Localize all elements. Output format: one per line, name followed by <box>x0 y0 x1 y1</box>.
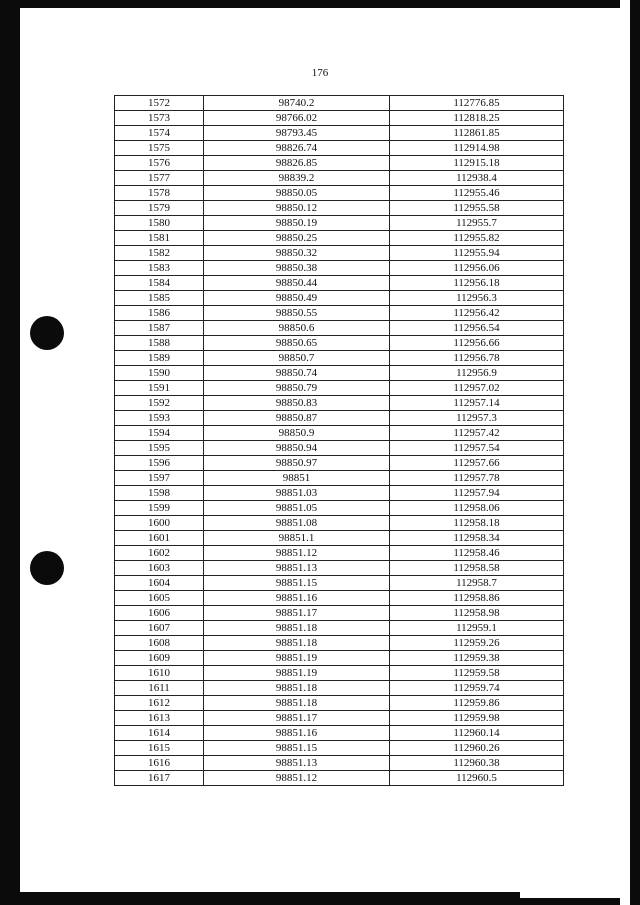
value-a-cell: 98850.94 <box>204 441 390 456</box>
row-id-cell: 1596 <box>115 456 204 471</box>
table-body <box>115 96 564 786</box>
value-a-cell: 98851.18 <box>204 636 390 651</box>
value-a-cell: 98851.18 <box>204 621 390 636</box>
value-b-cell: 112959.86 <box>390 696 564 711</box>
value-b-cell: 112914.98 <box>390 141 564 156</box>
table-row <box>115 96 564 111</box>
row-id-cell: 1578 <box>115 186 204 201</box>
value-a-cell: 98850.9 <box>204 426 390 441</box>
value-a-cell: 98850.74 <box>204 366 390 381</box>
table-row <box>115 246 564 261</box>
row-id-cell: 1572 <box>115 96 204 111</box>
table-row <box>115 681 564 696</box>
value-b-cell: 112956.54 <box>390 321 564 336</box>
row-id-cell: 1598 <box>115 486 204 501</box>
value-b-cell: 112958.34 <box>390 531 564 546</box>
table-row <box>115 321 564 336</box>
row-id-cell: 1616 <box>115 756 204 771</box>
value-b-cell: 112818.25 <box>390 111 564 126</box>
row-id-cell: 1583 <box>115 261 204 276</box>
value-b-cell: 112955.94 <box>390 246 564 261</box>
value-b-cell: 112958.58 <box>390 561 564 576</box>
value-b-cell: 112957.94 <box>390 486 564 501</box>
value-a-cell: 98851.1 <box>204 531 390 546</box>
table-row <box>115 771 564 786</box>
value-a-cell: 98851.05 <box>204 501 390 516</box>
value-a-cell: 98851.12 <box>204 546 390 561</box>
row-id-cell: 1592 <box>115 396 204 411</box>
value-a-cell: 98850.79 <box>204 381 390 396</box>
row-id-cell: 1611 <box>115 681 204 696</box>
row-id-cell: 1613 <box>115 711 204 726</box>
row-id-cell: 1588 <box>115 336 204 351</box>
scan-border-bottom-gap <box>520 892 620 898</box>
value-a-cell: 98826.85 <box>204 156 390 171</box>
row-id-cell: 1579 <box>115 201 204 216</box>
value-a-cell: 98850.6 <box>204 321 390 336</box>
value-b-cell: 112957.02 <box>390 381 564 396</box>
table-row <box>115 591 564 606</box>
value-b-cell: 112956.78 <box>390 351 564 366</box>
row-id-cell: 1607 <box>115 621 204 636</box>
value-a-cell: 98850.38 <box>204 261 390 276</box>
table-row <box>115 651 564 666</box>
value-b-cell: 112956.42 <box>390 306 564 321</box>
value-b-cell: 112959.38 <box>390 651 564 666</box>
value-b-cell: 112957.14 <box>390 396 564 411</box>
page-number: 176 <box>311 67 329 79</box>
row-id-cell: 1604 <box>115 576 204 591</box>
table-row <box>115 621 564 636</box>
row-id-cell: 1582 <box>115 246 204 261</box>
row-id-cell: 1606 <box>115 606 204 621</box>
value-a-cell: 98851.17 <box>204 711 390 726</box>
punch-hole-icon <box>30 551 64 585</box>
table-row <box>115 111 564 126</box>
table-row <box>115 156 564 171</box>
table-row <box>115 396 564 411</box>
table-row <box>115 531 564 546</box>
value-b-cell: 112957.42 <box>390 426 564 441</box>
value-b-cell: 112956.06 <box>390 261 564 276</box>
value-a-cell: 98850.12 <box>204 201 390 216</box>
row-id-cell: 1576 <box>115 156 204 171</box>
scan-border-top <box>20 0 620 8</box>
table-row <box>115 471 564 486</box>
value-a-cell: 98851.03 <box>204 486 390 501</box>
table-row <box>115 171 564 186</box>
scan-border-right <box>630 0 640 905</box>
table-row <box>115 201 564 216</box>
value-b-cell: 112956.66 <box>390 336 564 351</box>
value-b-cell: 112958.7 <box>390 576 564 591</box>
value-a-cell: 98850.44 <box>204 276 390 291</box>
value-a-cell: 98851.18 <box>204 681 390 696</box>
row-id-cell: 1573 <box>115 111 204 126</box>
value-b-cell: 112957.78 <box>390 471 564 486</box>
value-b-cell: 112960.14 <box>390 726 564 741</box>
value-a-cell: 98851 <box>204 471 390 486</box>
table-row <box>115 561 564 576</box>
row-id-cell: 1599 <box>115 501 204 516</box>
table-row <box>115 366 564 381</box>
row-id-cell: 1603 <box>115 561 204 576</box>
value-a-cell: 98850.32 <box>204 246 390 261</box>
value-a-cell: 98850.7 <box>204 351 390 366</box>
table-row <box>115 216 564 231</box>
value-b-cell: 112956.3 <box>390 291 564 306</box>
row-id-cell: 1595 <box>115 441 204 456</box>
value-a-cell: 98826.74 <box>204 141 390 156</box>
table-row <box>115 426 564 441</box>
table-row <box>115 291 564 306</box>
value-b-cell: 112955.82 <box>390 231 564 246</box>
table-row <box>115 741 564 756</box>
value-b-cell: 112959.26 <box>390 636 564 651</box>
table-row <box>115 336 564 351</box>
row-id-cell: 1609 <box>115 651 204 666</box>
table-row <box>115 186 564 201</box>
value-a-cell: 98850.05 <box>204 186 390 201</box>
value-a-cell: 98766.02 <box>204 111 390 126</box>
value-b-cell: 112776.85 <box>390 96 564 111</box>
row-id-cell: 1605 <box>115 591 204 606</box>
row-id-cell: 1602 <box>115 546 204 561</box>
table-row <box>115 141 564 156</box>
value-a-cell: 98850.19 <box>204 216 390 231</box>
row-id-cell: 1585 <box>115 291 204 306</box>
value-a-cell: 98793.45 <box>204 126 390 141</box>
table-row <box>115 456 564 471</box>
row-id-cell: 1589 <box>115 351 204 366</box>
row-id-cell: 1612 <box>115 696 204 711</box>
table-row <box>115 636 564 651</box>
table-row <box>115 486 564 501</box>
value-b-cell: 112956.9 <box>390 366 564 381</box>
row-id-cell: 1577 <box>115 171 204 186</box>
table-row <box>115 756 564 771</box>
value-a-cell: 98850.25 <box>204 231 390 246</box>
value-a-cell: 98851.15 <box>204 741 390 756</box>
row-id-cell: 1617 <box>115 771 204 786</box>
row-id-cell: 1593 <box>115 411 204 426</box>
value-b-cell: 112955.58 <box>390 201 564 216</box>
table-row <box>115 711 564 726</box>
value-b-cell: 112955.46 <box>390 186 564 201</box>
row-id-cell: 1575 <box>115 141 204 156</box>
table-row <box>115 126 564 141</box>
value-a-cell: 98839.2 <box>204 171 390 186</box>
value-b-cell: 112956.18 <box>390 276 564 291</box>
row-id-cell: 1584 <box>115 276 204 291</box>
value-a-cell: 98850.87 <box>204 411 390 426</box>
value-a-cell: 98850.49 <box>204 291 390 306</box>
value-b-cell: 112938.4 <box>390 171 564 186</box>
row-id-cell: 1600 <box>115 516 204 531</box>
table-row <box>115 546 564 561</box>
row-id-cell: 1586 <box>115 306 204 321</box>
value-b-cell: 112960.5 <box>390 771 564 786</box>
table-row <box>115 501 564 516</box>
value-b-cell: 112960.38 <box>390 756 564 771</box>
value-a-cell: 98850.83 <box>204 396 390 411</box>
value-a-cell: 98851.19 <box>204 651 390 666</box>
value-b-cell: 112915.18 <box>390 156 564 171</box>
row-id-cell: 1574 <box>115 126 204 141</box>
table-row <box>115 441 564 456</box>
row-id-cell: 1591 <box>115 381 204 396</box>
value-b-cell: 112957.54 <box>390 441 564 456</box>
value-b-cell: 112960.26 <box>390 741 564 756</box>
table-row <box>115 666 564 681</box>
row-id-cell: 1608 <box>115 636 204 651</box>
value-a-cell: 98851.13 <box>204 561 390 576</box>
value-a-cell: 98850.65 <box>204 336 390 351</box>
value-b-cell: 112959.58 <box>390 666 564 681</box>
table-row <box>115 231 564 246</box>
row-id-cell: 1581 <box>115 231 204 246</box>
table-row <box>115 516 564 531</box>
table-row <box>115 726 564 741</box>
value-b-cell: 112959.74 <box>390 681 564 696</box>
value-b-cell: 112959.1 <box>390 621 564 636</box>
table-row <box>115 576 564 591</box>
value-b-cell: 112957.66 <box>390 456 564 471</box>
value-a-cell: 98851.17 <box>204 606 390 621</box>
value-a-cell: 98850.97 <box>204 456 390 471</box>
data-table <box>114 95 564 786</box>
row-id-cell: 1610 <box>115 666 204 681</box>
value-b-cell: 112955.7 <box>390 216 564 231</box>
value-a-cell: 98851.16 <box>204 591 390 606</box>
table-row <box>115 261 564 276</box>
table-row <box>115 306 564 321</box>
table-row <box>115 381 564 396</box>
row-id-cell: 1590 <box>115 366 204 381</box>
row-id-cell: 1615 <box>115 741 204 756</box>
value-a-cell: 98851.08 <box>204 516 390 531</box>
value-b-cell: 112958.06 <box>390 501 564 516</box>
value-a-cell: 98851.19 <box>204 666 390 681</box>
value-a-cell: 98851.12 <box>204 771 390 786</box>
row-id-cell: 1580 <box>115 216 204 231</box>
row-id-cell: 1594 <box>115 426 204 441</box>
value-b-cell: 112861.85 <box>390 126 564 141</box>
table-row <box>115 351 564 366</box>
table-row <box>115 606 564 621</box>
value-a-cell: 98851.16 <box>204 726 390 741</box>
value-a-cell: 98851.15 <box>204 576 390 591</box>
table-row <box>115 411 564 426</box>
table-row <box>115 276 564 291</box>
value-b-cell: 112958.98 <box>390 606 564 621</box>
punch-hole-icon <box>30 316 64 350</box>
value-b-cell: 112958.46 <box>390 546 564 561</box>
value-a-cell: 98850.55 <box>204 306 390 321</box>
value-a-cell: 98851.13 <box>204 756 390 771</box>
row-id-cell: 1614 <box>115 726 204 741</box>
value-b-cell: 112957.3 <box>390 411 564 426</box>
value-a-cell: 98851.18 <box>204 696 390 711</box>
table-row <box>115 696 564 711</box>
value-b-cell: 112959.98 <box>390 711 564 726</box>
row-id-cell: 1587 <box>115 321 204 336</box>
row-id-cell: 1597 <box>115 471 204 486</box>
value-b-cell: 112958.18 <box>390 516 564 531</box>
scan-border-left <box>0 0 20 905</box>
row-id-cell: 1601 <box>115 531 204 546</box>
value-b-cell: 112958.86 <box>390 591 564 606</box>
value-a-cell: 98740.2 <box>204 96 390 111</box>
